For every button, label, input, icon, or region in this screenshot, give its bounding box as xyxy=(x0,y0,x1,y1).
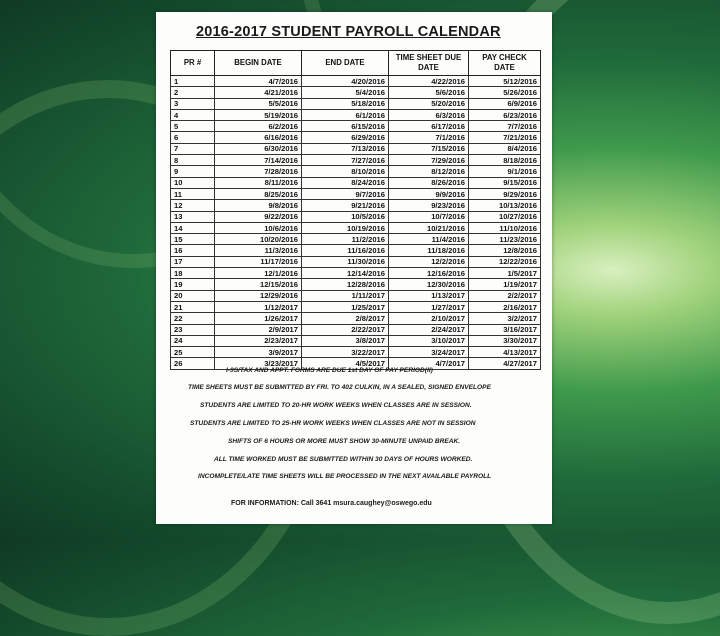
cell-end-date: 4/5/2017 xyxy=(302,358,389,369)
cell-time-sheet-due: 11/4/2016 xyxy=(389,234,469,245)
cell-time-sheet-due: 10/21/2016 xyxy=(389,222,469,233)
cell-end-date: 5/4/2016 xyxy=(302,87,389,98)
cell-end-date: 6/15/2016 xyxy=(302,121,389,132)
cell-pr-number: 24 xyxy=(171,335,215,346)
cell-begin-date: 1/12/2017 xyxy=(215,301,302,312)
cell-pr-number: 10 xyxy=(171,177,215,188)
cell-end-date: 3/8/2017 xyxy=(302,335,389,346)
cell-end-date: 6/1/2016 xyxy=(302,109,389,120)
cell-begin-date: 12/29/2016 xyxy=(215,290,302,301)
cell-begin-date: 1/26/2017 xyxy=(215,313,302,324)
cell-end-date: 2/8/2017 xyxy=(302,313,389,324)
cell-end-date: 12/14/2016 xyxy=(302,268,389,279)
cell-begin-date: 7/14/2016 xyxy=(215,155,302,166)
cell-end-date: 10/19/2016 xyxy=(302,222,389,233)
cell-pay-check-date: 4/13/2017 xyxy=(469,347,541,358)
cell-end-date: 7/13/2016 xyxy=(302,143,389,154)
table-row xyxy=(171,301,541,312)
document-title: 2016-2017 STUDENT PAYROLL CALENDAR xyxy=(196,24,501,40)
table-row xyxy=(171,76,541,87)
column-header-begin-date: BEGIN DATE xyxy=(215,51,302,76)
cell-pr-number: 26 xyxy=(171,358,215,369)
cell-end-date: 11/16/2016 xyxy=(302,245,389,256)
cell-pay-check-date: 9/29/2016 xyxy=(469,188,541,199)
column-header-pay-check-date: PAY CHECK DATE xyxy=(469,51,541,76)
cell-pay-check-date: 5/12/2016 xyxy=(469,76,541,87)
cell-time-sheet-due: 6/17/2016 xyxy=(389,121,469,132)
cell-pr-number: 19 xyxy=(171,279,215,290)
cell-time-sheet-due: 12/16/2016 xyxy=(389,268,469,279)
cell-pay-check-date: 1/5/2017 xyxy=(469,268,541,279)
cell-end-date: 1/25/2017 xyxy=(302,301,389,312)
cell-pay-check-date: 4/27/2017 xyxy=(469,358,541,369)
column-header-time-sheet-due: TIME SHEET DUE DATE xyxy=(389,51,469,76)
cell-begin-date: 6/16/2016 xyxy=(215,132,302,143)
cell-pay-check-date: 7/7/2016 xyxy=(469,121,541,132)
cell-pr-number: 23 xyxy=(171,324,215,335)
cell-time-sheet-due: 7/29/2016 xyxy=(389,155,469,166)
cell-pay-check-date: 5/26/2016 xyxy=(469,87,541,98)
cell-end-date: 8/10/2016 xyxy=(302,166,389,177)
cell-time-sheet-due: 9/23/2016 xyxy=(389,200,469,211)
cell-begin-date: 8/25/2016 xyxy=(215,188,302,199)
document-page xyxy=(156,12,552,524)
cell-begin-date: 9/22/2016 xyxy=(215,211,302,222)
cell-end-date: 5/18/2016 xyxy=(302,98,389,109)
cell-begin-date: 9/8/2016 xyxy=(215,200,302,211)
cell-pay-check-date: 6/23/2016 xyxy=(469,109,541,120)
cell-begin-date: 2/9/2017 xyxy=(215,324,302,335)
note-line: TIME SHEETS MUST BE SUBMITTED BY FRI. TO 402 CULKIN, IN A SEALED, SIGNED ENVELOPE xyxy=(188,384,491,391)
cell-time-sheet-due: 12/2/2016 xyxy=(389,256,469,267)
cell-end-date: 9/7/2016 xyxy=(302,188,389,199)
cell-time-sheet-due: 5/6/2016 xyxy=(389,87,469,98)
cell-pay-check-date: 12/8/2016 xyxy=(469,245,541,256)
table-row xyxy=(171,87,541,98)
table-row xyxy=(171,211,541,222)
cell-begin-date: 6/30/2016 xyxy=(215,143,302,154)
cell-begin-date: 12/1/2016 xyxy=(215,268,302,279)
cell-time-sheet-due: 3/24/2017 xyxy=(389,347,469,358)
cell-pr-number: 25 xyxy=(171,347,215,358)
cell-begin-date: 3/9/2017 xyxy=(215,347,302,358)
cell-time-sheet-due: 8/26/2016 xyxy=(389,177,469,188)
cell-end-date: 1/11/2017 xyxy=(302,290,389,301)
note-line: ALL TIME WORKED MUST BE SUBMITTED WITHIN 30 DAYS OF HOURS WORKED. xyxy=(214,456,473,463)
table-row xyxy=(171,313,541,324)
table-row xyxy=(171,347,541,358)
cell-time-sheet-due: 11/18/2016 xyxy=(389,245,469,256)
table-row xyxy=(171,279,541,290)
cell-time-sheet-due: 5/20/2016 xyxy=(389,98,469,109)
table-row xyxy=(171,335,541,346)
cell-time-sheet-due: 1/13/2017 xyxy=(389,290,469,301)
column-header-end-date: END DATE xyxy=(302,51,389,76)
table-row xyxy=(171,234,541,245)
cell-pr-number: 1 xyxy=(171,76,215,87)
note-line: STUDENTS ARE LIMITED TO 25-HR WORK WEEKS WHEN CLASSES ARE NOT IN SESSION xyxy=(190,420,476,427)
table-row xyxy=(171,268,541,279)
table-row xyxy=(171,177,541,188)
note-line: I-9S/TAX AND APPT. FORMS ARE DUE 1st DAY OF PAY PERIOD(II) xyxy=(226,367,433,374)
cell-end-date: 7/27/2016 xyxy=(302,155,389,166)
cell-end-date: 11/2/2016 xyxy=(302,234,389,245)
contact-info: FOR INFORMATION: Call 3641 msura.caughey@oswego.edu xyxy=(231,500,432,507)
cell-begin-date: 7/28/2016 xyxy=(215,166,302,177)
cell-pay-check-date: 3/2/2017 xyxy=(469,313,541,324)
table-row xyxy=(171,290,541,301)
table-row xyxy=(171,256,541,267)
cell-begin-date: 5/19/2016 xyxy=(215,109,302,120)
table-row xyxy=(171,121,541,132)
note-line: STUDENTS ARE LIMITED TO 20-HR WORK WEEKS WHEN CLASSES ARE IN SESSION. xyxy=(200,402,472,409)
cell-pr-number: 8 xyxy=(171,155,215,166)
cell-pr-number: 5 xyxy=(171,121,215,132)
cell-pr-number: 14 xyxy=(171,222,215,233)
cell-time-sheet-due: 9/9/2016 xyxy=(389,188,469,199)
cell-end-date: 2/22/2017 xyxy=(302,324,389,335)
cell-pr-number: 9 xyxy=(171,166,215,177)
note-line: INCOMPLETE/LATE TIME SHEETS WILL BE PROCESSED IN THE NEXT AVAILABLE PAYROLL xyxy=(198,473,492,480)
cell-pay-check-date: 8/4/2016 xyxy=(469,143,541,154)
cell-time-sheet-due: 4/7/2017 xyxy=(389,358,469,369)
table-row xyxy=(171,166,541,177)
table-row xyxy=(171,222,541,233)
cell-begin-date: 4/7/2016 xyxy=(215,76,302,87)
cell-pr-number: 12 xyxy=(171,200,215,211)
cell-begin-date: 5/5/2016 xyxy=(215,98,302,109)
cell-time-sheet-due: 2/24/2017 xyxy=(389,324,469,335)
cell-pay-check-date: 11/23/2016 xyxy=(469,234,541,245)
cell-pay-check-date: 9/15/2016 xyxy=(469,177,541,188)
table-header-row xyxy=(171,51,541,76)
cell-pr-number: 15 xyxy=(171,234,215,245)
cell-end-date: 6/29/2016 xyxy=(302,132,389,143)
cell-pr-number: 7 xyxy=(171,143,215,154)
cell-end-date: 4/20/2016 xyxy=(302,76,389,87)
cell-begin-date: 12/15/2016 xyxy=(215,279,302,290)
cell-end-date: 12/28/2016 xyxy=(302,279,389,290)
table-row xyxy=(171,245,541,256)
cell-end-date: 8/24/2016 xyxy=(302,177,389,188)
cell-end-date: 9/21/2016 xyxy=(302,200,389,211)
column-header-pr: PR # xyxy=(171,51,215,76)
table-row xyxy=(171,200,541,211)
cell-pay-check-date: 7/21/2016 xyxy=(469,132,541,143)
cell-pay-check-date: 11/10/2016 xyxy=(469,222,541,233)
table-row xyxy=(171,324,541,335)
cell-begin-date: 8/11/2016 xyxy=(215,177,302,188)
cell-pr-number: 21 xyxy=(171,301,215,312)
cell-pr-number: 22 xyxy=(171,313,215,324)
cell-pay-check-date: 1/19/2017 xyxy=(469,279,541,290)
cell-time-sheet-due: 2/10/2017 xyxy=(389,313,469,324)
cell-begin-date: 3/23/2017 xyxy=(215,358,302,369)
cell-time-sheet-due: 10/7/2016 xyxy=(389,211,469,222)
cell-begin-date: 11/17/2016 xyxy=(215,256,302,267)
cell-pay-check-date: 8/18/2016 xyxy=(469,155,541,166)
cell-time-sheet-due: 7/15/2016 xyxy=(389,143,469,154)
cell-begin-date: 6/2/2016 xyxy=(215,121,302,132)
cell-pay-check-date: 3/30/2017 xyxy=(469,335,541,346)
cell-pay-check-date: 10/13/2016 xyxy=(469,200,541,211)
cell-end-date: 10/5/2016 xyxy=(302,211,389,222)
table-row xyxy=(171,143,541,154)
cell-time-sheet-due: 3/10/2017 xyxy=(389,335,469,346)
cell-pr-number: 13 xyxy=(171,211,215,222)
cell-pr-number: 3 xyxy=(171,98,215,109)
cell-begin-date: 2/23/2017 xyxy=(215,335,302,346)
cell-time-sheet-due: 7/1/2016 xyxy=(389,132,469,143)
note-line: SHIFTS OF 6 HOURS OR MORE MUST SHOW 30-MINUTE UNPAID BREAK. xyxy=(228,438,461,445)
cell-begin-date: 11/3/2016 xyxy=(215,245,302,256)
cell-pay-check-date: 9/1/2016 xyxy=(469,166,541,177)
cell-pr-number: 4 xyxy=(171,109,215,120)
cell-pay-check-date: 2/16/2017 xyxy=(469,301,541,312)
cell-pay-check-date: 10/27/2016 xyxy=(469,211,541,222)
cell-pr-number: 20 xyxy=(171,290,215,301)
cell-pr-number: 18 xyxy=(171,268,215,279)
cell-pr-number: 2 xyxy=(171,87,215,98)
cell-end-date: 11/30/2016 xyxy=(302,256,389,267)
table-row xyxy=(171,188,541,199)
cell-time-sheet-due: 6/3/2016 xyxy=(389,109,469,120)
cell-time-sheet-due: 8/12/2016 xyxy=(389,166,469,177)
cell-pay-check-date: 6/9/2016 xyxy=(469,98,541,109)
cell-pr-number: 6 xyxy=(171,132,215,143)
payroll-table xyxy=(170,50,541,370)
table-row xyxy=(171,132,541,143)
table-row xyxy=(171,109,541,120)
cell-pay-check-date: 2/2/2017 xyxy=(469,290,541,301)
cell-time-sheet-due: 1/27/2017 xyxy=(389,301,469,312)
cell-pay-check-date: 12/22/2016 xyxy=(469,256,541,267)
cell-begin-date: 10/20/2016 xyxy=(215,234,302,245)
cell-pr-number: 17 xyxy=(171,256,215,267)
cell-pr-number: 16 xyxy=(171,245,215,256)
cell-end-date: 3/22/2017 xyxy=(302,347,389,358)
cell-pay-check-date: 3/16/2017 xyxy=(469,324,541,335)
cell-pr-number: 11 xyxy=(171,188,215,199)
cell-time-sheet-due: 4/22/2016 xyxy=(389,76,469,87)
cell-time-sheet-due: 12/30/2016 xyxy=(389,279,469,290)
cell-begin-date: 10/6/2016 xyxy=(215,222,302,233)
table-row xyxy=(171,98,541,109)
cell-begin-date: 4/21/2016 xyxy=(215,87,302,98)
table-row xyxy=(171,155,541,166)
